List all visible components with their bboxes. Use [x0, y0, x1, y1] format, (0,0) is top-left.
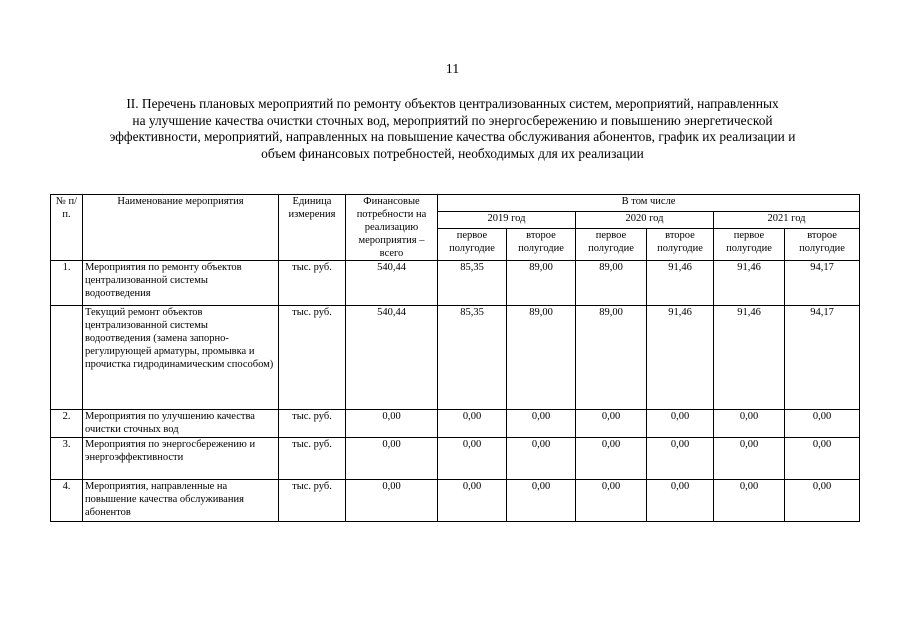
- header-half: первое полугодие: [438, 228, 507, 260]
- value-cell: 0,00: [576, 438, 647, 480]
- title-line: объем финансовых потребностей, необходимых для их реализации: [261, 145, 644, 161]
- unit-cell: тыс. руб.: [279, 480, 346, 522]
- value-cell: 0,00: [438, 438, 507, 480]
- total-cell: 0,00: [346, 480, 438, 522]
- row-number: 4.: [51, 480, 83, 522]
- measure-name: Мероприятия, направленные на повышение качества обслуживания абонентов: [83, 480, 279, 522]
- page-number: 11: [445, 62, 460, 77]
- measure-name: Текущий ремонт объектов централизованной системы водоотведения (замена запорно-регулирующей арматуры, промывка и прочистка гидродинамическим способом): [83, 306, 279, 410]
- header-year-2019: 2019 год: [438, 211, 576, 228]
- header-half: второе полугодие: [785, 228, 860, 260]
- value-cell: 0,00: [507, 438, 576, 480]
- value-cell: 91,46: [714, 261, 785, 306]
- value-cell: 0,00: [507, 410, 576, 438]
- value-cell: 0,00: [647, 410, 714, 438]
- value-cell: 0,00: [438, 480, 507, 522]
- value-cell: 85,35: [438, 306, 507, 410]
- header-including: В том числе: [438, 195, 860, 212]
- unit-cell: тыс. руб.: [279, 410, 346, 438]
- header-year-2020: 2020 год: [576, 211, 714, 228]
- total-cell: 540,44: [346, 306, 438, 410]
- table-row: [51, 438, 860, 480]
- value-cell: 89,00: [576, 306, 647, 410]
- measures-table: [50, 194, 860, 522]
- value-cell: 91,46: [647, 261, 714, 306]
- value-cell: 89,00: [507, 261, 576, 306]
- row-number: 3.: [51, 438, 83, 480]
- measure-name: Мероприятия по энергосбережению и энергоэффективности: [83, 438, 279, 480]
- header-half: первое полугодие: [714, 228, 785, 260]
- value-cell: 89,00: [576, 261, 647, 306]
- measure-name: Мероприятия по улучшению качества очистки сточных вод: [83, 410, 279, 438]
- value-cell: 0,00: [507, 480, 576, 522]
- header-half: второе полугодие: [647, 228, 714, 260]
- value-cell: 0,00: [714, 438, 785, 480]
- header-finance-total: Финансовые потребности на реализацию мероприятия – всего: [346, 195, 438, 261]
- measure-name: Мероприятия по ремонту объектов централизованной системы водоотведения: [83, 261, 279, 306]
- row-number: [51, 306, 83, 410]
- value-cell: 94,17: [785, 306, 860, 410]
- header-measure-name: Наименование мероприятия: [83, 195, 279, 261]
- value-cell: 89,00: [507, 306, 576, 410]
- value-cell: 0,00: [714, 480, 785, 522]
- unit-cell: тыс. руб.: [279, 438, 346, 480]
- value-cell: 94,17: [785, 261, 860, 306]
- header-half: второе полугодие: [507, 228, 576, 260]
- value-cell: 0,00: [647, 438, 714, 480]
- total-cell: 540,44: [346, 261, 438, 306]
- value-cell: 0,00: [785, 410, 860, 438]
- value-cell: 85,35: [438, 261, 507, 306]
- table-row: [51, 306, 860, 410]
- value-cell: 91,46: [714, 306, 785, 410]
- title-line: эффективности, мероприятий, направленных на повышение качества обслуживания абонентов, график их реализации и: [109, 129, 796, 144]
- value-cell: 0,00: [438, 410, 507, 438]
- table-row: [51, 410, 860, 438]
- row-number: 2.: [51, 410, 83, 438]
- header-number: № п/п.: [51, 195, 83, 261]
- total-cell: 0,00: [346, 410, 438, 438]
- unit-cell: тыс. руб.: [279, 306, 346, 410]
- value-cell: 0,00: [576, 480, 647, 522]
- table-row: [51, 261, 860, 306]
- row-number: 1.: [51, 261, 83, 306]
- title-line: на улучшение качества очистки сточных вод, мероприятий по энергосбережению и повышению энергетической: [132, 112, 773, 128]
- document-title: [40, 96, 865, 162]
- value-cell: 0,00: [576, 410, 647, 438]
- header-half: первое полугодие: [576, 228, 647, 260]
- table-row: [51, 480, 860, 522]
- title-line: II. Перечень плановых мероприятий по ремонту объектов централизованных систем, мероприятий, направленных: [126, 96, 779, 111]
- value-cell: 0,00: [647, 480, 714, 522]
- value-cell: 0,00: [785, 480, 860, 522]
- header-year-2021: 2021 год: [714, 211, 860, 228]
- value-cell: 0,00: [785, 438, 860, 480]
- value-cell: 91,46: [647, 306, 714, 410]
- unit-cell: тыс. руб.: [279, 261, 346, 306]
- header-unit: Единица измерения: [279, 195, 346, 261]
- value-cell: 0,00: [714, 410, 785, 438]
- total-cell: 0,00: [346, 438, 438, 480]
